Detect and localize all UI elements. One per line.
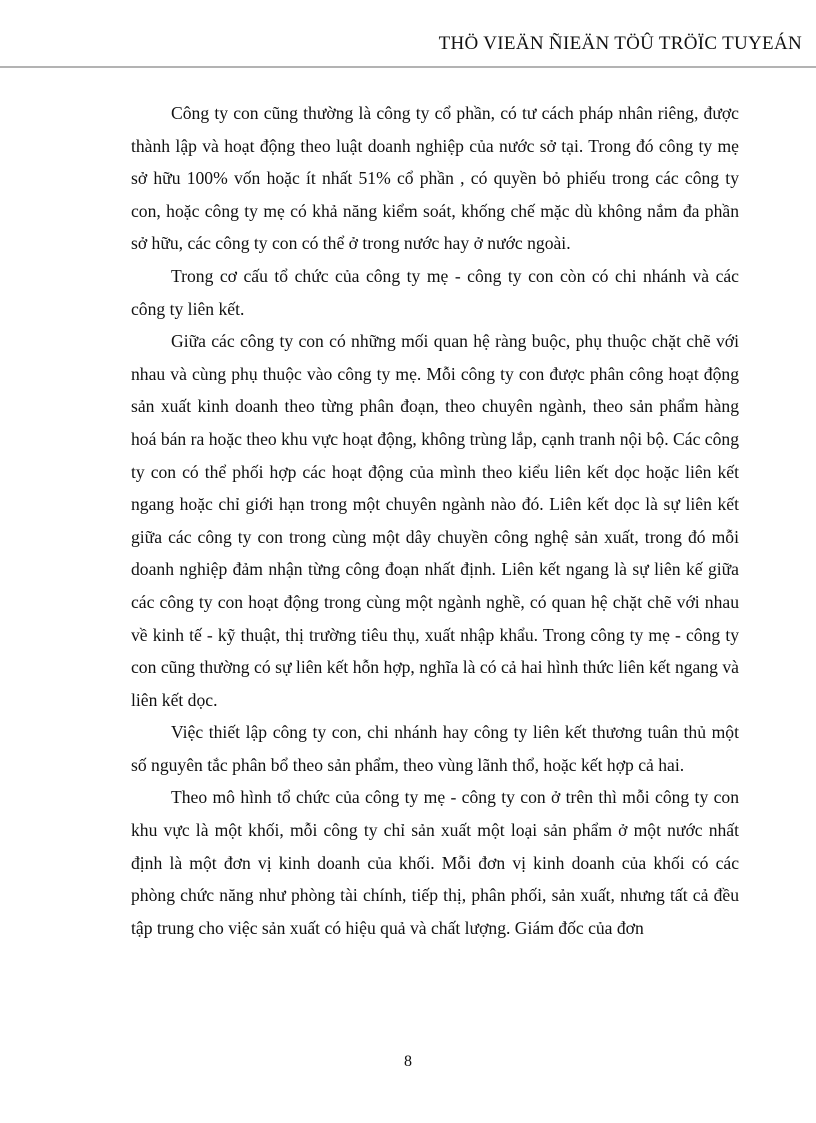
paragraph-3: Giữa các công ty con có những mối quan hệ ràng buộc, phụ thuộc chặt chẽ với nhau và cùng phụ thuộc vào công ty mẹ. Mỗi công ty con được phân công hoạt động sản xuất kinh doanh theo từng phân đoạn, theo chuyên ngành, theo sản phẩm hàng hoá bán ra hoặc theo khu vực hoạt động, không trùng lắp, cạnh tranh nội bộ. Các công ty con có thể phối hợp các hoạt động của mình theo kiểu liên kết dọc hoặc liên kết ngang hoặc chỉ giới hạn trong một chuyên ngành nào đó. Liên kết dọc là sự liên kết giữa các công ty con trong cùng một dây chuyền công nghệ sản xuất, trong đó mỗi doanh nghiệp đảm nhận từng công đoạn nhất định. Liên kết ngang là sự liên kế giữa các công ty con hoạt động trong cùng một ngành nghề, có quan hệ chặt chẽ với nhau về kinh tế - kỹ thuật, thị trường tiêu thụ, xuất nhập khẩu. Trong công ty mẹ - công ty con cũng thường có sự liên kết hỗn hợp, nghĩa là có cả hai hình thức liên kết ngang và liên kết dọc. — [131, 331, 739, 710]
paragraph-5: Theo mô hình tổ chức của công ty mẹ - công ty con ở trên thì mỗi công ty con khu vực là một khối, mỗi công ty chỉ sản xuất một loại sản phẩm ở một nước nhất định là một đơn vị kinh doanh của khối. Mỗi đơn vị kinh doanh của khối có các phòng chức năng như phòng tài chính, tiếp thị, phân phối, sản xuất, nhưng tất cả đều tập trung cho việc sản xuất có hiệu quả và chất lượng. Giám đốc của đơn — [131, 787, 739, 938]
paragraph-4: Việc thiết lập công ty con, chi nhánh hay công ty liên kết thương tuân thủ một số nguyên tắc phân bổ theo sản phẩm, theo vùng lãnh thổ, hoặc kết hợp cả hai. — [131, 722, 739, 775]
header-divider — [0, 66, 816, 68]
paragraph-2: Trong cơ cấu tổ chức của công ty mẹ - công ty con còn có chi nhánh và các công ty liên kết. — [131, 265, 739, 319]
document-body — [131, 97, 739, 944]
page-number: 8 — [404, 1053, 412, 1070]
running-header: THÖ VIEÄN ÑIEÄN TÖÛ TRÖÏC TUYEÁN — [438, 33, 802, 54]
paragraph-1: Công ty con cũng thường là công ty cổ phần, có tư cách pháp nhân riêng, được thành lập và hoạt động theo luật doanh nghiệp của nước sở tại. Trong đó công ty mẹ sở hữu 100% vốn hoặc ít nhất 51% cổ phần , có quyền bỏ phiếu trong các công ty con, hoặc công ty mẹ có khả năng kiểm soát, khống chế mặc dù không nắm đa phần sở hữu, các công ty con có thể ở trong nước hay ở nước ngoài. — [131, 103, 739, 254]
